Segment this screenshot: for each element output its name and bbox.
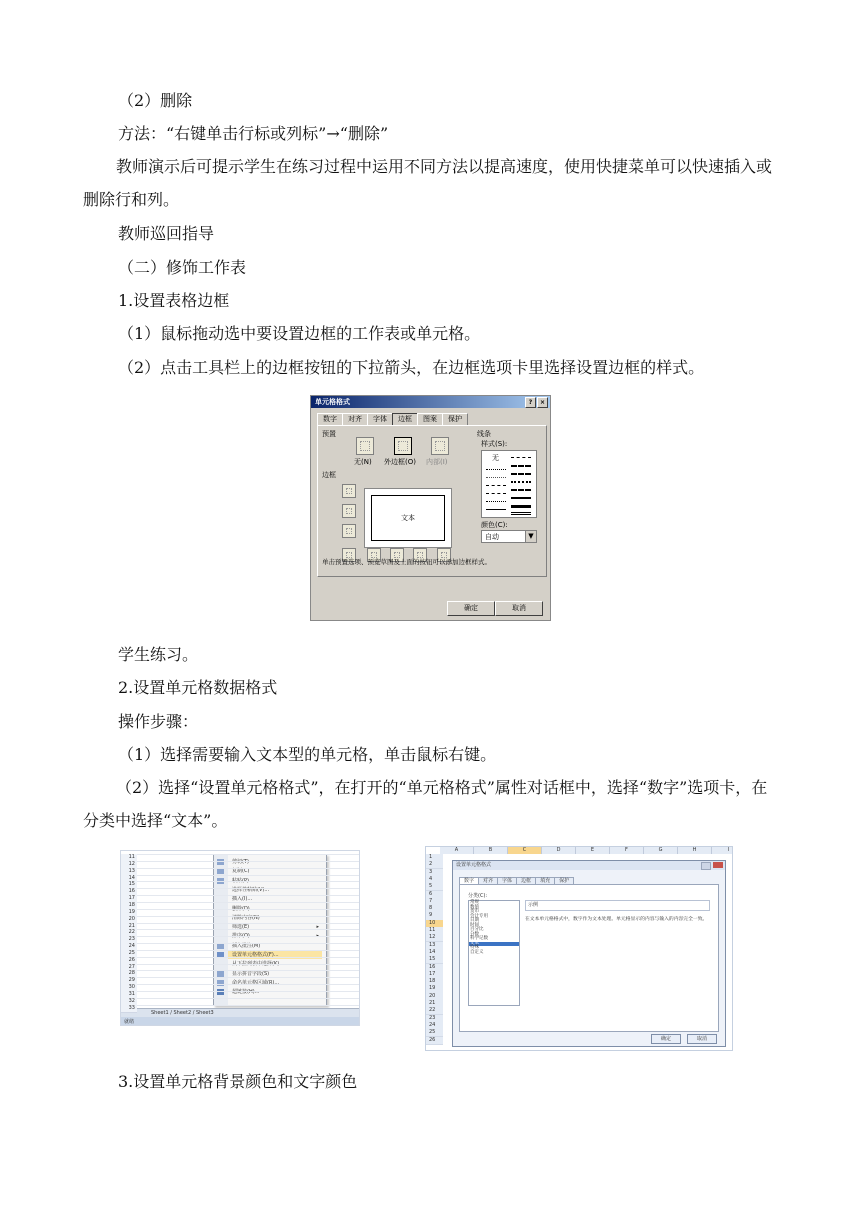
menu-item-label: 显示拼音字段(S) (232, 970, 270, 977)
row-number[interactable]: 15 (426, 956, 443, 964)
row-number[interactable]: 9 (426, 912, 443, 920)
row-number[interactable]: 18 (426, 978, 443, 986)
column-header[interactable]: G (644, 847, 678, 854)
row-number[interactable]: 23 (426, 1015, 443, 1023)
row-number[interactable]: 18 (121, 902, 137, 910)
category-label: 分类(C): (468, 893, 488, 899)
format-cells-2007-screenshot (425, 846, 733, 1051)
row-number[interactable]: 26 (426, 1037, 443, 1045)
border-label: 边框 (322, 471, 336, 479)
status-bar (121, 1017, 359, 1025)
column-header[interactable]: E (576, 847, 610, 854)
column-header[interactable]: H (678, 847, 712, 854)
category-item[interactable]: 常规 (470, 900, 479, 905)
grid-line (137, 991, 359, 992)
line-label: 线条 (477, 430, 491, 438)
row-number[interactable]: 26 (121, 957, 137, 965)
column-header[interactable]: I (712, 847, 733, 854)
dialog2-tab[interactable]: 边框 (516, 877, 536, 885)
submenu-arrow-icon: ▸ (316, 924, 319, 931)
heading-data-format: 2.设置单元格数据格式 (118, 678, 278, 697)
row-number[interactable]: 16 (121, 888, 137, 896)
status-text: 就绪 (124, 1019, 135, 1025)
steps-label: 操作步骤： (118, 712, 199, 731)
grid-line (137, 895, 359, 896)
grid-line (137, 984, 359, 985)
teacher-guidance: 教师巡回指导 (118, 224, 215, 243)
context-menu-screenshot (120, 850, 360, 1026)
grid-line (137, 970, 359, 971)
tab-number[interactable]: 数字 (317, 413, 343, 425)
tab-pattern[interactable]: 图案 (417, 413, 443, 425)
sample-label: 示例 (528, 902, 539, 908)
grid-line (137, 923, 359, 924)
dialog2-tab[interactable]: 保护 (554, 877, 574, 885)
close-button[interactable]: × (537, 397, 548, 408)
row-number[interactable]: 19 (426, 985, 443, 993)
grid-line (137, 977, 359, 978)
color-value: 自动 (485, 533, 499, 541)
row-number[interactable]: 27 (121, 964, 137, 972)
menu-item-label: 插入批注(M) (232, 942, 261, 949)
border-top-icon[interactable] (342, 484, 356, 498)
menu-item-icon (217, 971, 224, 977)
menu-item-label: 排序(O) (232, 933, 250, 940)
close-icon[interactable] (713, 862, 723, 868)
paragraph-teacher-demo: 教师演示后可提示学生在练习过程中运用不同方法以提高速度，使用快捷菜单可以快速插入或删除行和列。 (83, 157, 773, 209)
row-number[interactable]: 8 (426, 905, 443, 913)
category-item[interactable]: 货币 (470, 909, 479, 914)
preset-none-label: 无(N) (354, 458, 372, 466)
tab-font[interactable]: 字体 (367, 413, 393, 425)
category-item[interactable]: 会计专用 (470, 913, 488, 919)
row-number[interactable]: 2 (426, 861, 443, 869)
dialog2-tab[interactable]: 填充 (535, 877, 555, 885)
sheet-tabs[interactable]: Sheet1 / Sheet2 / Sheet3 (151, 1010, 214, 1016)
heading-delete: （2）删除 (118, 91, 193, 110)
dialog2-tab[interactable]: 对齐 (478, 877, 498, 885)
row-number[interactable]: 19 (121, 909, 137, 917)
preset-inside-icon[interactable] (431, 437, 449, 455)
category-item[interactable]: 科学记数 (470, 936, 488, 941)
tab-protection[interactable]: 保护 (442, 413, 468, 425)
preset-outline-label: 外边框(O) (384, 458, 416, 466)
row-number[interactable]: 13 (426, 942, 443, 950)
row-number[interactable]: 14 (426, 949, 443, 957)
ok-button[interactable]: 确定 (447, 601, 495, 616)
row-number[interactable]: 33 (121, 1005, 137, 1013)
dialog2-tab[interactable]: 数字 (459, 877, 479, 885)
column-header[interactable]: D (542, 847, 576, 854)
category-item[interactable]: 特殊 (470, 945, 479, 950)
row-number[interactable]: 3 (426, 869, 443, 877)
preset-inside-label: 内部(I) (426, 458, 448, 466)
grid-line (137, 936, 359, 937)
row-number[interactable]: 10 (426, 920, 443, 928)
grid-line (137, 916, 359, 917)
row-number[interactable]: 22 (426, 1007, 443, 1015)
row-number[interactable]: 7 (426, 898, 443, 906)
style-none[interactable]: 无 (492, 454, 499, 462)
category-item[interactable]: 时间 (470, 922, 479, 928)
context-menu-item[interactable] (232, 858, 322, 866)
sheet-tabs-bar (121, 1008, 359, 1017)
grid-line (137, 998, 359, 999)
help-button[interactable]: ? (525, 397, 536, 408)
dialog2-tab[interactable]: 字体 (497, 877, 517, 885)
menu-item-label: 插入(I)... (232, 896, 253, 903)
menu-item-label: 清除内容(N) (232, 914, 260, 921)
category-item[interactable]: 日期 (470, 918, 479, 923)
row-number[interactable]: 14 (121, 875, 137, 883)
chevron-down-icon[interactable]: ▼ (525, 531, 536, 542)
preset-label: 预置 (322, 430, 336, 438)
color-dropdown[interactable] (481, 530, 537, 543)
menu-item-label: 选择性粘贴(V)... (232, 886, 270, 893)
dialog2-body (459, 884, 719, 1032)
column-header[interactable]: A (440, 847, 474, 854)
menu-item-label: 剪切(T) (232, 859, 249, 865)
menu-item-label: 粘贴(P) (232, 877, 249, 884)
row-number[interactable]: 20 (426, 993, 443, 1001)
row-number[interactable]: 20 (121, 916, 137, 924)
column-header[interactable]: F (610, 847, 644, 854)
category-item[interactable]: 分数 (470, 931, 479, 937)
tab-alignment[interactable]: 对齐 (342, 413, 368, 425)
row-number[interactable]: 12 (121, 861, 137, 869)
tab-border[interactable]: 边框 (392, 413, 418, 425)
section-decorate-sheet: （二）修饰工作表 (118, 258, 247, 277)
preset-none-icon[interactable] (356, 437, 374, 455)
row-number[interactable]: 21 (121, 923, 137, 931)
row-number[interactable]: 6 (426, 891, 443, 899)
menu-item-icon (217, 868, 224, 874)
help-icon[interactable] (701, 862, 711, 870)
border-preview[interactable] (364, 488, 452, 548)
context-menu-item[interactable] (232, 988, 322, 996)
column-header[interactable]: C (508, 847, 542, 854)
category-list[interactable] (468, 900, 520, 1006)
row-number[interactable]: 12 (426, 934, 443, 942)
ok-button-2007[interactable]: 确定 (651, 1034, 681, 1044)
context-menu-item[interactable] (232, 979, 322, 987)
text-format-description: 在文本单元格格式中，数字作为文本处理。单元格显示的内容与输入的内容完全一致。 (525, 917, 708, 922)
row-number[interactable]: 25 (426, 1029, 443, 1037)
style-label: 样式(S): (481, 440, 508, 448)
row-number[interactable]: 24 (426, 1022, 443, 1030)
category-item[interactable]: 数值 (470, 904, 479, 910)
row-number[interactable]: 21 (426, 1000, 443, 1008)
menu-item-label: 删除(D)... (232, 905, 255, 912)
row-number[interactable]: 25 (121, 950, 137, 958)
preview-text: 文本 (401, 514, 415, 522)
format-cells-dialog-number-tab (452, 860, 726, 1047)
row-number[interactable]: 4 (426, 876, 443, 884)
paragraph-format-cells: （2）选择“设置单元格格式”，在打开的“单元格格式”属性对话框中，选择“数字”选项卡，在分类中选择“文本”。 (83, 778, 768, 830)
row-number[interactable]: 22 (121, 929, 137, 937)
grid-line (137, 909, 359, 910)
row-number[interactable]: 17 (121, 895, 137, 903)
menu-item-label: 复制(C) (232, 868, 250, 875)
row-number[interactable]: 16 (426, 964, 443, 972)
dialog-tabs (317, 413, 467, 425)
grid-line (137, 943, 359, 944)
border-middle-icon[interactable] (342, 504, 356, 518)
category-item[interactable]: 文本 (469, 942, 519, 947)
dialog-titlebar (311, 396, 550, 408)
context-menu-item[interactable] (228, 951, 322, 959)
category-item[interactable]: 百分比 (470, 927, 484, 932)
grid-line (137, 854, 359, 855)
hint-text: 单击预置选项、预览草图及上面的按钮可以添加边框样式。 (322, 558, 491, 566)
menu-item-label: 筛选(E) (232, 924, 250, 931)
row-number[interactable]: 5 (426, 883, 443, 891)
row-number[interactable]: 11 (121, 854, 137, 862)
grid-line (137, 929, 359, 930)
dialog-title: 单元格格式 (315, 398, 350, 406)
row-number[interactable]: 11 (426, 927, 443, 935)
row-number[interactable]: 24 (121, 943, 137, 951)
submenu-arrow-icon: ▸ (316, 933, 319, 940)
student-practice: 学生练习。 (118, 645, 199, 664)
grid-line (137, 868, 359, 869)
grid-line (137, 881, 359, 882)
context-menu-item[interactable] (232, 886, 322, 894)
row-number[interactable]: 13 (121, 868, 137, 876)
heading-border: 1.设置表格边框 (118, 291, 230, 310)
menu-item-label: 从下拉列表中选择(K)... (232, 961, 284, 968)
grid-line (137, 957, 359, 958)
step-right-click: （1）选择需要输入文本型的单元格，单击鼠标右键。 (118, 745, 497, 764)
row-number[interactable]: 31 (121, 991, 137, 999)
row-number[interactable]: 15 (121, 881, 137, 889)
row-number[interactable]: 29 (121, 977, 137, 985)
step-border-dropdown: （2）点击工具栏上的边框按钮的下拉箭头，在边框选项卡里选择设置边框的样式。 (118, 358, 705, 377)
row-number[interactable]: 23 (121, 936, 137, 944)
dialog2-title: 设置单元格格式 (453, 861, 725, 870)
grid-line (137, 875, 359, 876)
color-label: 颜色(C): (481, 521, 508, 529)
grid-line (137, 861, 359, 862)
grid-line (137, 950, 359, 951)
row-number[interactable]: 30 (121, 984, 137, 992)
step-select-cells: （1）鼠标拖动选中要设置边框的工作表或单元格。 (118, 324, 481, 343)
grid-line (137, 1005, 359, 1006)
row-number[interactable]: 1 (426, 854, 443, 862)
row-number[interactable]: 28 (121, 970, 137, 978)
menu-item-label: 设置单元格格式(F)... (232, 952, 279, 958)
format-cells-dialog-border-tab (310, 395, 551, 621)
border-bottom-icon[interactable] (342, 524, 356, 538)
border-panel (317, 425, 547, 577)
menu-item-label: 超链接(H)... (232, 989, 260, 996)
cancel-button[interactable]: 取消 (495, 601, 543, 616)
grid-line (137, 902, 359, 903)
preset-outline-icon[interactable] (394, 437, 412, 455)
menu-item-label: 命名单元格区域(R)... (232, 979, 280, 986)
sample-box (525, 900, 710, 911)
heading-background-color: 3.设置单元格背景颜色和文字颜色 (118, 1072, 358, 1091)
method-line: 方法：“右键单击行标或列标”→“删除” (118, 124, 389, 143)
column-header[interactable]: B (474, 847, 508, 854)
row-number[interactable]: 17 (426, 971, 443, 979)
category-item[interactable]: 自定义 (470, 949, 484, 955)
grid-line (137, 964, 359, 965)
grid-line (137, 888, 359, 889)
cancel-button-2007[interactable]: 取消 (687, 1034, 717, 1044)
line-style-list[interactable] (481, 450, 537, 518)
row-number[interactable]: 32 (121, 998, 137, 1006)
